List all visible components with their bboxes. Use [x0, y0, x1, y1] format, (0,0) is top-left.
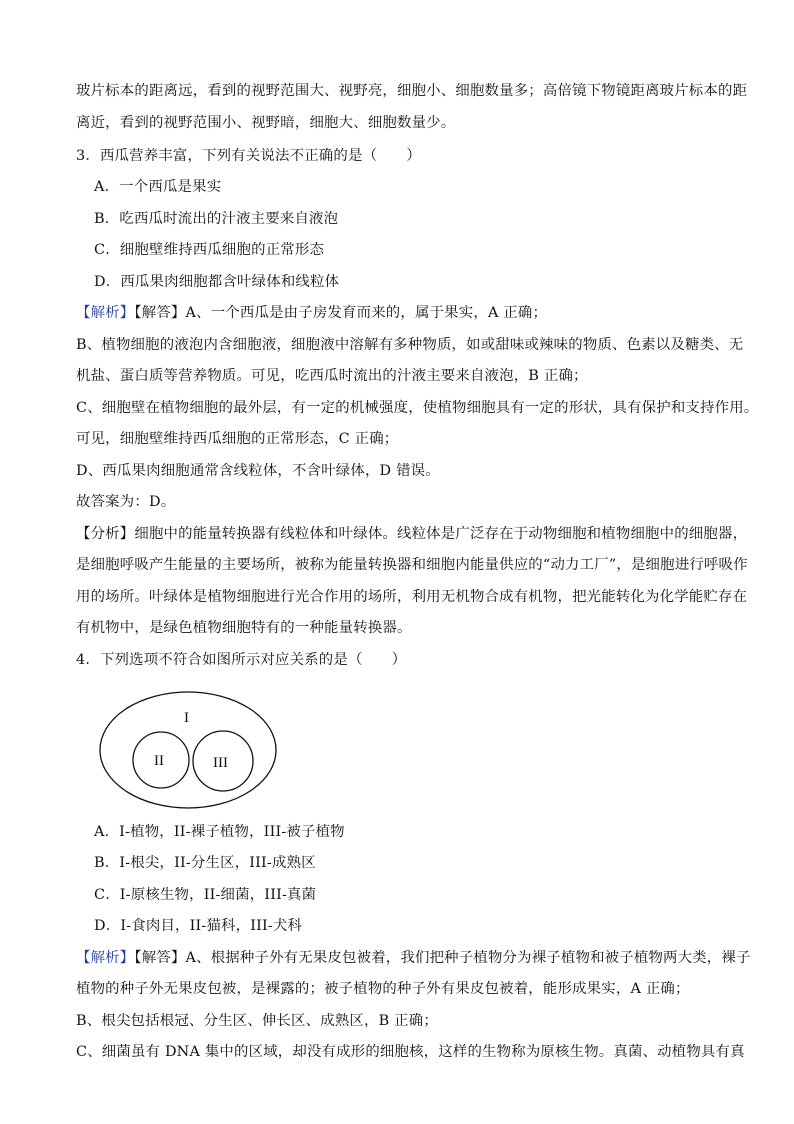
- analysis-tag: 【解析】: [76, 950, 135, 966]
- option-b: B．I-根尖，II-分生区，III-成熟区: [94, 855, 316, 871]
- answer-text: 【解答】A、根据种子外有无果皮包被着，我们把种子植物分为裸子植物和被子植物两大类，裸子: [134, 950, 751, 966]
- text-line: D、西瓜果肉细胞通常含线粒体，不含叶绿体，D 错误。: [76, 463, 440, 479]
- option-a: A．一个西瓜是果实: [94, 179, 222, 195]
- text-line: 是细胞呼吸产生能量的主要场所，被称为能量转换器和细胞内能量供应的“动力工厂”，是细胞进行呼吸作: [76, 557, 748, 573]
- text-line: 有机物中，是绿色植物细胞特有的一种能量转换器。: [76, 620, 412, 636]
- option-a: A．I-植物，II-裸子植物，III-被子植物: [94, 824, 345, 840]
- answer-text: 【解答】A、一个西瓜是由子房发育而来的，属于果实，A 正确；: [134, 305, 548, 321]
- text-line: 可见，细胞壁维持西瓜细胞的正常形态，C 正确；: [76, 431, 399, 447]
- venn-diagram: [98, 690, 278, 810]
- text-line: 故答案为：D。: [76, 494, 176, 510]
- text-line: 【分析】细胞中的能量转换器有线粒体和叶绿体。线粒体是广泛存在于动物细胞和植物细胞中的细胞器，: [76, 526, 748, 542]
- option-c: C．细胞壁维持西瓜细胞的正常形态: [94, 242, 325, 258]
- answer-line: [76, 303, 547, 323]
- question-3: 3．西瓜营养丰富，下列有关说法不正确的是（ ）: [76, 148, 421, 164]
- text-line: 离近，看到的视野范围小、视野暗，细胞大、细胞数量少。: [76, 115, 456, 131]
- text-line: 植物的种子外无果皮包被，是裸露的；被子植物的种子外有果皮包被着，能形成果实，A 正确；: [76, 981, 690, 997]
- option-d: D．西瓜果肉细胞都含叶绿体和线粒体: [94, 274, 340, 290]
- text-line: 用的场所。叶绿体是植物细胞进行光合作用的场所，利用无机物合成有机物，把光能转化为化学能贮存在: [76, 589, 748, 605]
- label-right: III: [213, 755, 228, 771]
- answer-line: [76, 948, 751, 968]
- label-left: II: [154, 753, 164, 769]
- label-outer: I: [184, 710, 189, 726]
- text-line: 机盐、蛋白质等营养物质。可见，吃西瓜时流出的汁液主要来自液泡，B 正确；: [76, 368, 588, 384]
- text-line: C、细菌虽有 DNA 集中的区域，却没有成形的细胞核，这样的生物称为原核生物。真菌、动植物具有真: [76, 1044, 745, 1060]
- analysis-tag: 【解析】: [76, 305, 135, 321]
- text-line: C、细胞壁在植物细胞的最外层，有一定的机械强度，使植物细胞具有一定的形状，具有保护和支持作用。: [76, 400, 759, 416]
- option-d: D．I-食肉目，II-猫科，III-犬科: [94, 918, 303, 934]
- text-line: B、植物细胞的液泡内含细胞液，细胞液中溶解有多种物质，如或甜味或辣味的物质、色素以及糖类、无: [76, 337, 744, 353]
- text-line: 玻片标本的距离远，看到的视野范围大、视野亮，细胞小、细胞数量多；高倍镜下物镜距离玻片标本的距: [76, 83, 748, 99]
- option-c: C．I-原核生物，II-细菌，III-真菌: [94, 887, 317, 903]
- question-4: 4．下列选项不符合如图所示对应关系的是（ ）: [76, 652, 407, 668]
- option-b: B．吃西瓜时流出的汁液主要来自液泡: [94, 211, 339, 227]
- text-line: B、根尖包括根冠、分生区、伸长区、成熟区，B 正确；: [76, 1013, 438, 1029]
